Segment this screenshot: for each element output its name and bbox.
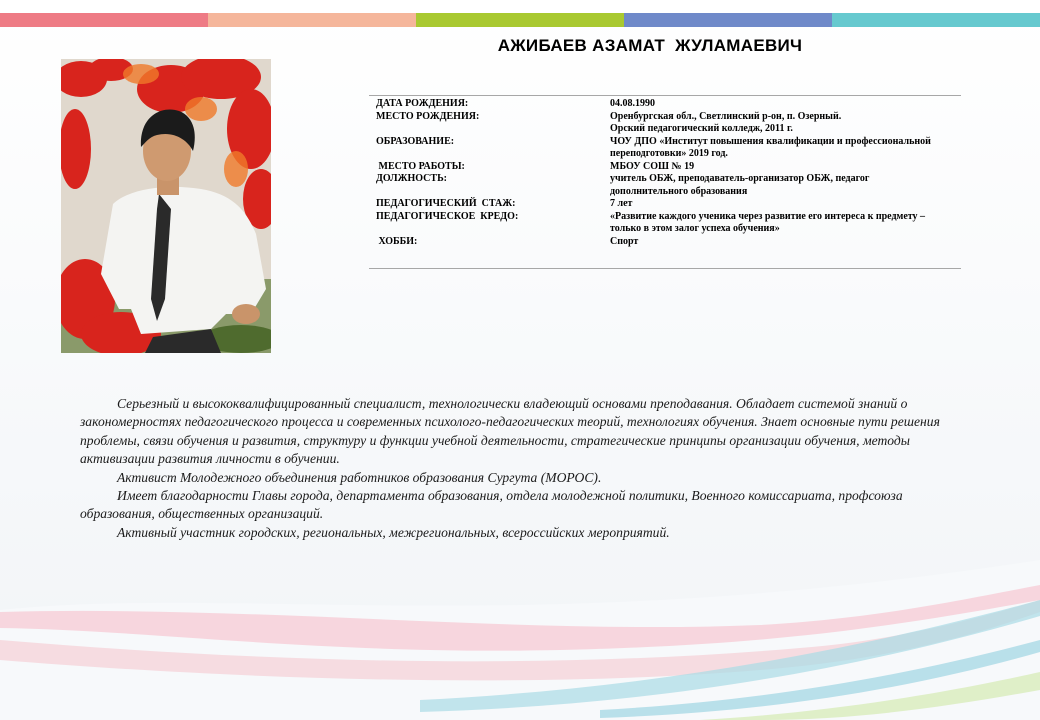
info-row — [369, 211, 961, 236]
stripe-green — [416, 13, 624, 27]
info-label: ОБРАЗОВАНИЕ: — [376, 135, 455, 147]
info-row — [369, 198, 961, 211]
info-label — [369, 123, 610, 136]
info-table — [369, 95, 961, 269]
info-value: «Развитие каждого ученика через развитие его интереса к предмету – только в этом залог успеха обучения» — [610, 210, 926, 234]
stripe-blue — [624, 13, 832, 27]
info-value: 04.08.1990 — [610, 98, 655, 109]
info-value: Орский педагогический колледж, 2011 г. — [610, 123, 793, 134]
info-value: Спорт — [610, 235, 639, 247]
page-title: АЖИБАЕВ АЗАМАТ ЖУЛАМАЕВИЧ — [497, 36, 803, 55]
info-value: Оренбургская обл., Светлинский р-он, п. Озерный. — [610, 110, 842, 122]
info-row — [369, 173, 961, 198]
info-value: учитель ОБЖ, преподаватель-организатор ОБЖ, педагог дополнительного образования — [610, 173, 870, 197]
bio-paragraph: Активист Молодежного объединения работников образования Сургута (МОРОС). — [117, 469, 602, 485]
bio-paragraph: Активный участник городских, региональных, межрегиональных, всероссийских мероприятий. — [117, 524, 670, 540]
info-row — [369, 236, 961, 249]
info-row — [369, 161, 961, 174]
bio-paragraph: Серьезный и высококвалифицированный специалист, технологически владеющий основами преподавания. Обладает системой знаний о закономерностях педагогического процесса и современных психолого-педагогических теорий, технологиях обучения. Знает основные пути решения проблемы, связи обучения и развития, структуру и функции учебной деятельности, стратегические принципы организации обучения, методы активизации развития личности в обучении. — [80, 396, 940, 467]
info-row — [369, 98, 961, 111]
info-value: МБОУ СОШ № 19 — [610, 160, 695, 172]
info-value: ЧОУ ДПО «Институт повышения квалификации и профессиональной переподготовки» 2019 год. — [610, 135, 931, 159]
bio-paragraph: Имеет благодарности Главы города, департамента образования, отдела молодежной политики, Военного комиссариата, профсоюза образования, общественных организаций. — [80, 488, 903, 522]
stripe-teal — [832, 13, 1040, 27]
stripe-peach — [208, 13, 416, 27]
info-row — [369, 123, 961, 136]
info-label: ДАТА РОЖДЕНИЯ: — [376, 98, 469, 109]
info-label: ДОЛЖНОСТЬ: — [376, 173, 448, 184]
biography-text — [80, 395, 960, 542]
stripe-pink — [0, 13, 208, 27]
portrait-photo — [61, 59, 271, 353]
info-row — [369, 111, 961, 124]
info-label: ПЕДАГОГИЧЕСКОЕ КРЕДО: — [376, 210, 519, 222]
info-label: МЕСТО РАБОТЫ: — [376, 160, 465, 172]
info-value: 7 лет — [610, 198, 633, 209]
color-stripe-bar — [0, 13, 1040, 27]
info-row — [369, 136, 961, 161]
info-label: ХОББИ: — [376, 235, 418, 247]
info-label: ПЕДАГОГИЧЕСКИЙ СТАЖ: — [376, 198, 516, 209]
info-label: МЕСТО РОЖДЕНИЯ: — [376, 110, 480, 122]
